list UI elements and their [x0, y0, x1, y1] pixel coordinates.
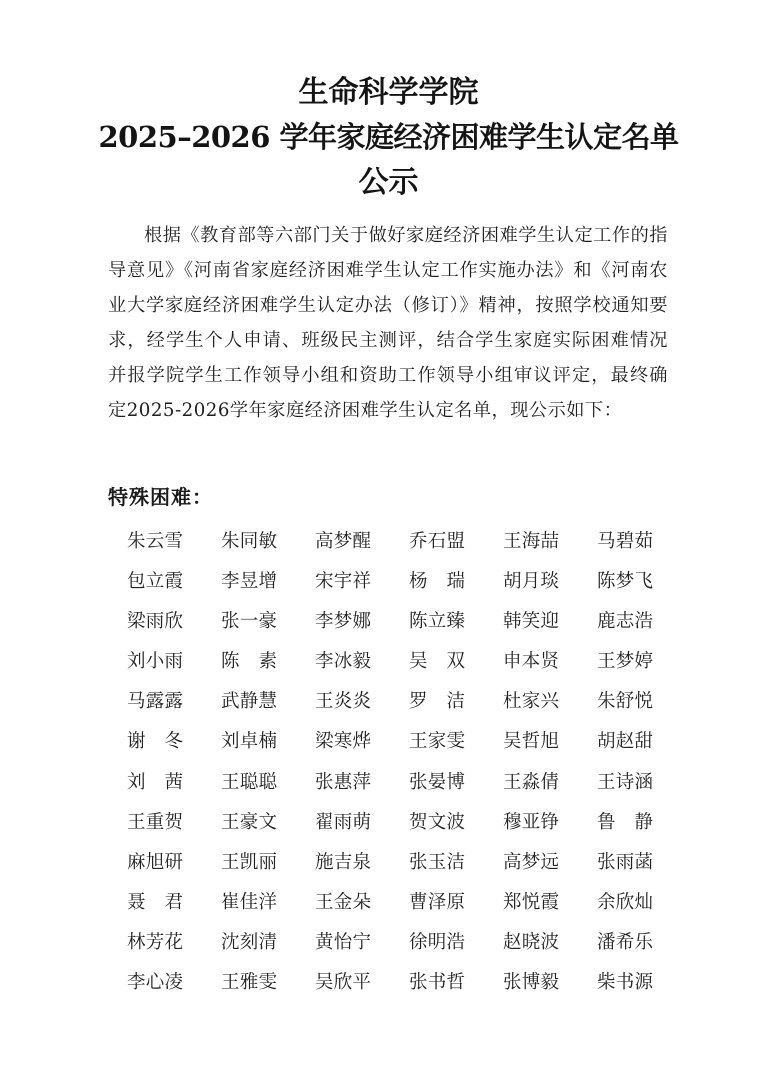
student-name: 张晏博 [409, 771, 465, 793]
student-name: 李心凌 [127, 972, 183, 994]
student-name: 施吉泉 [315, 851, 371, 873]
title-list-name: 2025–2026 学年家庭经济困难学生认定名单 [98, 120, 679, 154]
student-name-grid [127, 522, 691, 1003]
student-name: 李冰毅 [315, 651, 371, 673]
student-name: 张书哲 [409, 972, 465, 994]
student-name: 王豪文 [221, 811, 277, 833]
student-name: 翟雨萌 [315, 811, 371, 833]
student-name: 梁雨欣 [127, 611, 183, 633]
student-name: 罗洁 [409, 691, 465, 713]
student-name: 包立霞 [127, 571, 183, 593]
student-name: 王重贺 [127, 811, 183, 833]
student-name: 崔佳洋 [221, 891, 277, 913]
student-name: 徐明浩 [409, 931, 465, 953]
student-name: 王凯丽 [221, 851, 277, 873]
student-name: 黄怡宁 [315, 931, 371, 953]
student-name: 吴哲旭 [503, 731, 559, 753]
student-name: 陈素 [221, 651, 277, 673]
student-name: 贺文波 [409, 811, 465, 833]
student-name: 沈刻清 [221, 931, 277, 953]
student-name: 王诗涵 [597, 771, 653, 793]
student-name: 谢冬 [127, 731, 183, 753]
student-name: 马露露 [127, 691, 183, 713]
student-name: 张一豪 [221, 611, 277, 633]
section-heading: 特殊困难： [108, 485, 213, 509]
student-name: 朱同敏 [221, 531, 277, 552]
student-name: 王雅雯 [221, 972, 277, 994]
student-name: 李昱增 [221, 571, 277, 593]
student-name: 陈梦飞 [597, 571, 653, 593]
student-name: 穆亚铮 [503, 811, 559, 833]
student-name: 麻旭研 [127, 851, 183, 873]
student-name: 柴书源 [597, 972, 653, 994]
student-name: 高梦远 [503, 851, 559, 873]
student-name: 张雨菡 [597, 851, 653, 873]
student-name: 杨瑞 [409, 571, 465, 593]
student-name: 王家雯 [409, 731, 465, 753]
student-name: 潘希乐 [597, 931, 653, 953]
student-name: 张玉洁 [409, 851, 465, 873]
student-name: 曹泽原 [409, 891, 465, 913]
student-name: 余欣灿 [597, 891, 653, 913]
student-name: 鹿志浩 [597, 611, 653, 633]
student-name: 杜家兴 [503, 691, 559, 713]
student-name: 韩笑迎 [503, 611, 559, 633]
student-name: 吴双 [409, 651, 465, 673]
document-title [0, 70, 777, 205]
student-name: 郑悦霞 [503, 891, 559, 913]
intro-paragraph: 根据《教育部等六部门关于做好家庭经济困难学生认定工作的指导意见》《河南省家庭经济困难学生认定工作实施办法》和《河南农业大学家庭经济困难学生认定办法（修订）》精神，按照学校通知要求，经学生个人申请、班级民主测评，结合学生家庭实际困难情况并报学院学生工作领导小组和资助工作领导小组审议评定，最终确定2025-2026学年家庭经济困难学生认定名单，现公示如下： [108, 225, 668, 421]
student-name: 胡赵甜 [597, 731, 653, 753]
title-college: 生命科学学院 [298, 75, 479, 110]
student-name: 王海喆 [503, 531, 559, 552]
student-name: 陈立臻 [409, 611, 465, 633]
student-name: 吴欣平 [315, 972, 371, 994]
student-name: 宋宇祥 [315, 571, 371, 593]
student-name: 王金朵 [315, 891, 371, 913]
student-name: 王淼倩 [503, 771, 559, 793]
student-name: 王炎炎 [315, 691, 371, 713]
student-name: 马碧茹 [597, 531, 653, 552]
student-name: 朱舒悦 [597, 691, 653, 713]
student-name: 王梦婷 [597, 651, 653, 673]
title-notice: 公示 [358, 165, 419, 200]
student-name: 胡月琰 [503, 571, 559, 593]
student-name: 李梦娜 [315, 611, 371, 633]
student-name: 申本贤 [503, 651, 559, 673]
student-name: 张惠萍 [315, 771, 371, 793]
student-name: 林芳花 [127, 931, 183, 953]
student-name: 王聪聪 [221, 771, 277, 793]
student-name: 乔石盟 [409, 531, 465, 552]
student-name: 高梦醒 [315, 531, 371, 552]
student-name: 赵晓波 [503, 931, 559, 953]
student-name: 梁寒烨 [315, 731, 371, 753]
student-name: 刘卓楠 [221, 731, 277, 753]
student-name: 鲁静 [597, 811, 653, 833]
student-name: 朱云雪 [127, 531, 183, 552]
student-name: 刘小雨 [127, 651, 183, 673]
student-name: 刘茜 [127, 771, 183, 793]
student-name: 张博毅 [503, 972, 559, 994]
student-name: 聂君 [127, 891, 183, 913]
student-name: 武静慧 [221, 691, 277, 713]
